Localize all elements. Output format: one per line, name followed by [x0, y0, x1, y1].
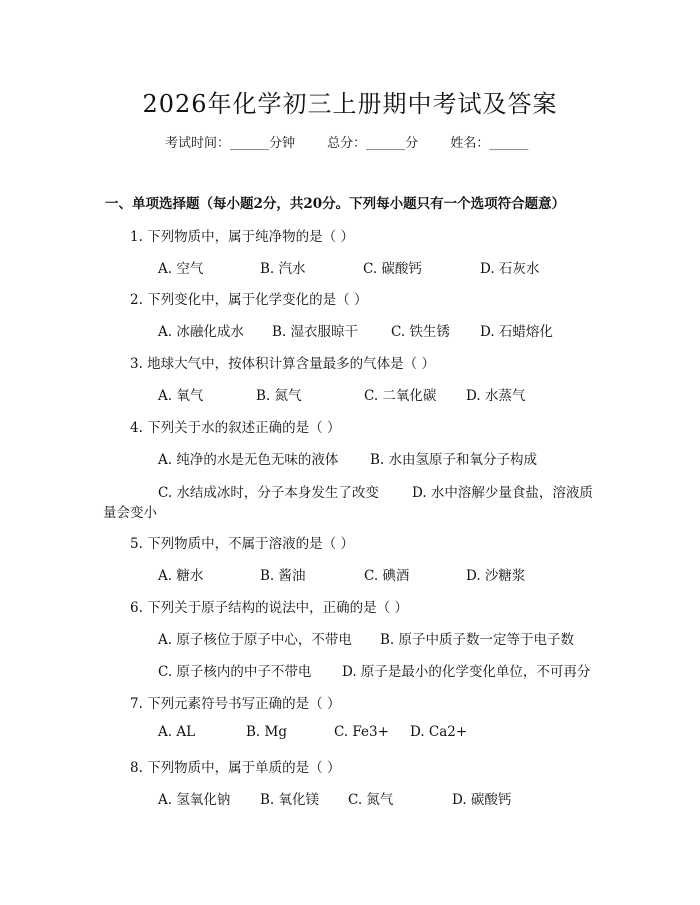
option-a: A. 冰融化成水: [158, 324, 244, 340]
option-b: B. 湿衣服晾干: [272, 324, 359, 340]
option-b: B. 氧化镁: [260, 792, 320, 808]
option-a: A. 原子核位于原子中心，不带电: [158, 632, 352, 648]
option-b: B. 氮气: [256, 388, 302, 404]
option-a: A. 氧气: [158, 388, 204, 404]
option-d: D. 碳酸钙: [452, 792, 512, 808]
question-stem: 1. 下列物质中，属于纯净物的是（ ）: [130, 229, 354, 245]
exam-meta: [165, 132, 556, 151]
question-stem: 4. 下列关于水的叙述正确的是（ ）: [130, 420, 341, 436]
option-c: C. 水结成冰时，分子本身发生了改变: [158, 485, 379, 501]
section-heading: 一、单项选择题（每小题2分，共20分。下列每小题只有一个选项符合题意）: [105, 196, 566, 212]
question-stem: 2. 下列变化中，属于化学变化的是（ ）: [130, 292, 368, 308]
option-b: B. Mg: [246, 724, 287, 740]
option-a: A. 氢氧化钠: [158, 792, 231, 808]
option-d: D. 水中溶解少量食盐，溶液质: [412, 485, 593, 501]
exam-title: 2026年化学初三上册期中考试及答案: [142, 90, 558, 118]
total-score-field: 总分：______分: [327, 136, 419, 151]
option-b: B. 原子中质子数一定等于电子数: [380, 632, 575, 648]
question-stem: 6. 下列关于原子结构的说法中，正确的是（ ）: [130, 600, 408, 616]
option-d: D. 石蜡熔化: [480, 324, 553, 340]
option-b: B. 酱油: [260, 568, 306, 584]
option-c: C. Fe3+: [334, 724, 389, 740]
option-b: B. 水由氢原子和氧分子构成: [370, 452, 538, 468]
option-d: D. 原子是最小的化学变化单位，不可再分: [342, 664, 591, 680]
option-d: D. 沙糖浆: [466, 568, 526, 584]
option-d: D. 水蒸气: [466, 388, 526, 404]
student-name-field: 姓名：______: [450, 136, 529, 151]
option-a: A. AL: [158, 724, 196, 740]
option-a: A. 空气: [158, 261, 204, 277]
option-c: C. 铁生锈: [391, 324, 450, 340]
question-stem: 7. 下列元素符号书写正确的是（ ）: [130, 696, 341, 712]
option-a: A. 糖水: [158, 568, 204, 584]
option-c: C. 氮气: [348, 792, 394, 808]
option-d: D. Ca2+: [410, 724, 468, 740]
option-c: C. 碘酒: [364, 568, 410, 584]
question-stem: 8. 下列物质中，属于单质的是（ ）: [130, 760, 341, 776]
option-b: B. 汽水: [260, 261, 306, 277]
question-stem: 5. 下列物质中，不属于溶液的是（ ）: [130, 536, 354, 552]
option-d-continued: 量会变小: [103, 505, 157, 521]
option-a: A. 纯净的水是无色无味的液体: [158, 452, 339, 468]
question-stem: 3. 地球大气中，按体积计算含量最多的气体是（ ）: [130, 356, 435, 372]
exam-time-field: 考试时间：______分钟: [165, 136, 296, 151]
option-c: C. 碳酸钙: [363, 261, 422, 277]
option-c: C. 二氧化碳: [364, 388, 437, 404]
option-c: C. 原子核内的中子不带电: [158, 664, 312, 680]
option-d: D. 石灰水: [480, 261, 540, 277]
